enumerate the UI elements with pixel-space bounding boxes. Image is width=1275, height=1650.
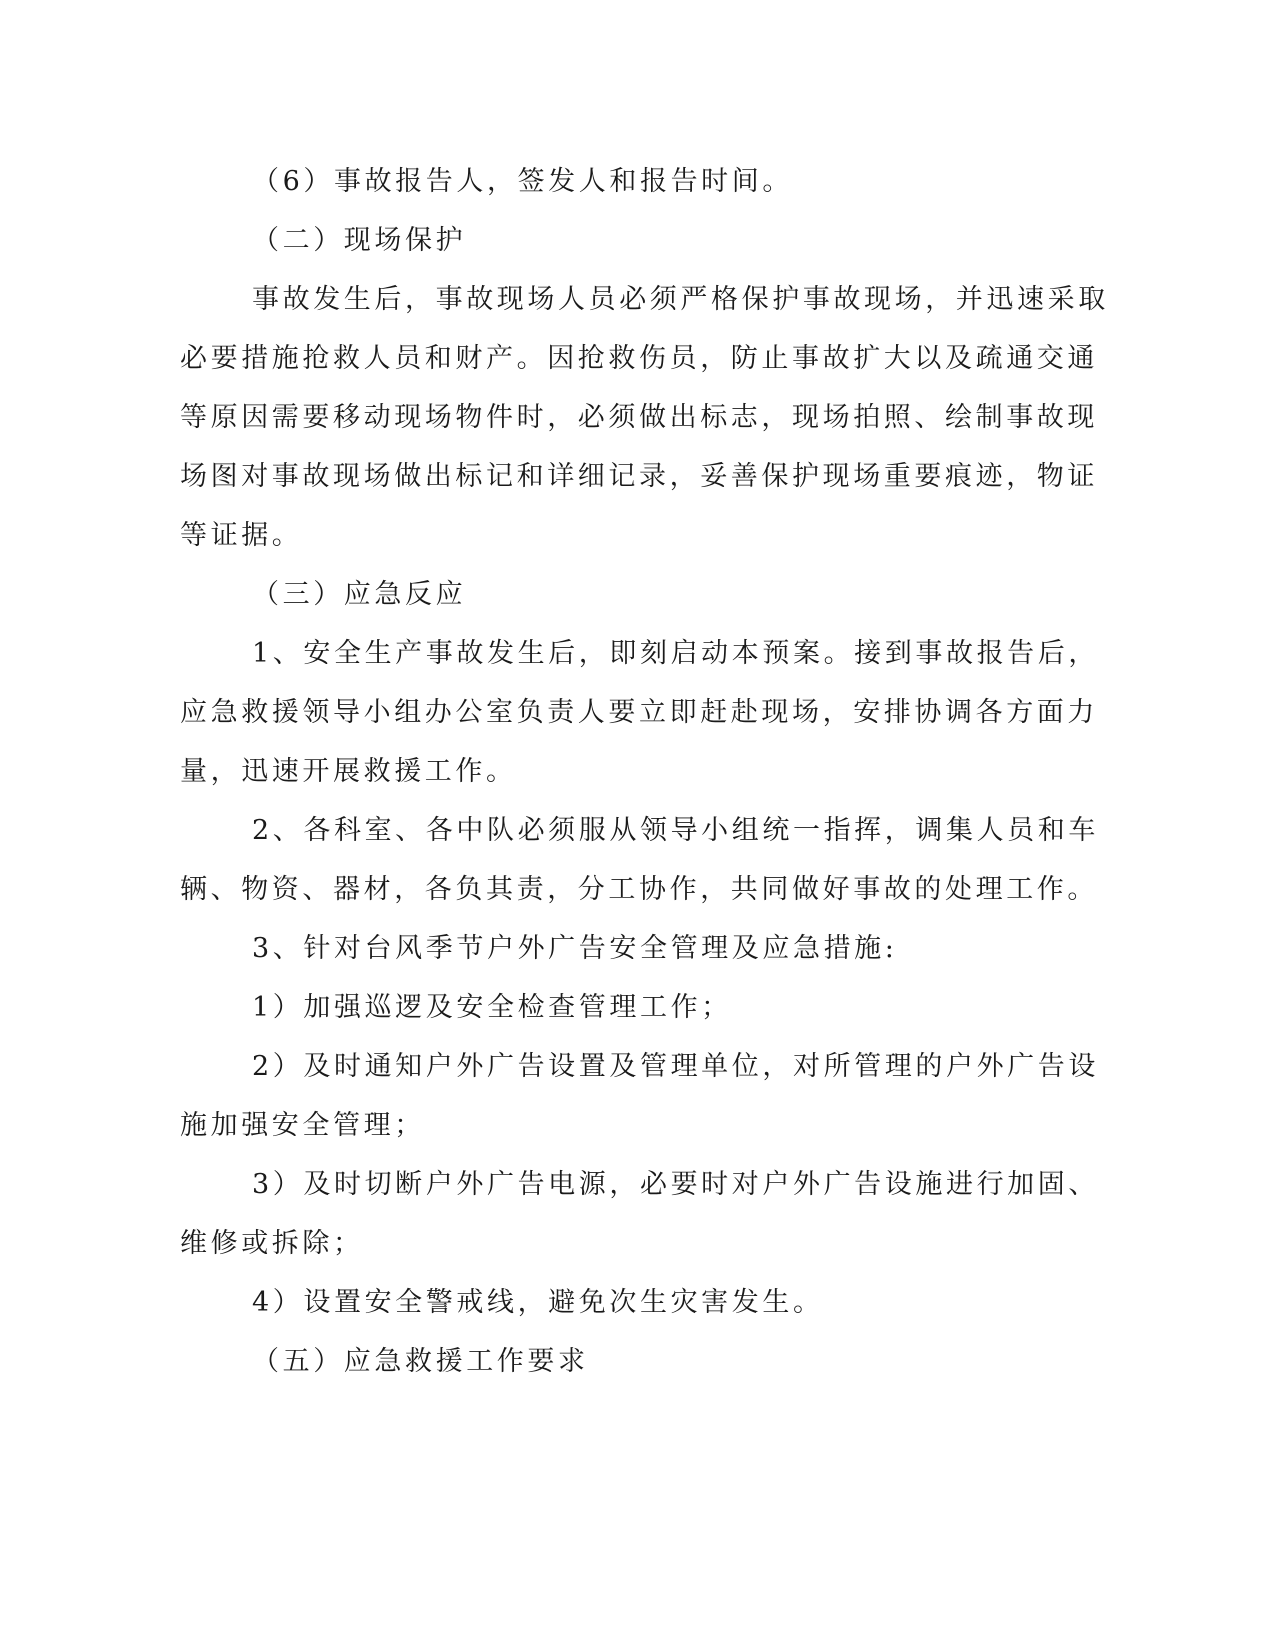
paragraph-line: 场图对事故现场做出标记和详细记录，妥善保护现场重要痕迹，物证 (180, 461, 1098, 492)
paragraph-line: 事故发生后，事故现场人员必须严格保护事故现场，并迅速采取 (252, 284, 1109, 315)
item-reporter-info: （6）事故报告人，签发人和报告时间。 (252, 166, 793, 197)
paragraph-line: 必要措施抢救人员和财产。因抢救伤员，防止事故扩大以及疏通交通 (180, 343, 1098, 374)
section-heading-scene-protection: （二）现场保护 (252, 225, 467, 256)
paragraph-line: 2、各科室、各中队必须服从领导小组统一指挥，调集人员和车 (252, 815, 1099, 846)
paragraph-line: 辆、物资、器材，各负其责，分工协作，共同做好事故的处理工作。 (180, 874, 1098, 905)
paragraph-line: 量，迅速开展救援工作。 (180, 756, 517, 787)
paragraph-line: 1、安全生产事故发生后，即刻启动本预案。接到事故报告后， (252, 638, 1099, 669)
paragraph-line: 应急救援领导小组办公室负责人要立即赶赴现场，安排协调各方面力 (180, 697, 1098, 728)
paragraph-line: 3、针对台风季节户外广告安全管理及应急措施: (252, 933, 898, 964)
list-item: 4）设置安全警戒线，避免次生灾害发生。 (252, 1287, 824, 1318)
paragraph-line: 等证据。 (180, 520, 303, 551)
section-heading-rescue-requirements: （五）应急救援工作要求 (252, 1346, 589, 1377)
list-item-continuation: 施加强安全管理； (180, 1110, 425, 1141)
list-item-continuation: 维修或拆除； (180, 1228, 364, 1259)
list-item: 2）及时通知户外广告设置及管理单位，对所管理的户外广告设 (252, 1051, 1099, 1082)
list-item: 3）及时切断户外广告电源，必要时对户外广告设施进行加固、 (252, 1169, 1099, 1200)
paragraph-line: 等原因需要移动现场物件时，必须做出标志，现场拍照、绘制事故现 (180, 402, 1098, 433)
list-item: 1）加强巡逻及安全检查管理工作； (252, 992, 732, 1023)
section-heading-emergency-response: （三）应急反应 (252, 579, 467, 610)
